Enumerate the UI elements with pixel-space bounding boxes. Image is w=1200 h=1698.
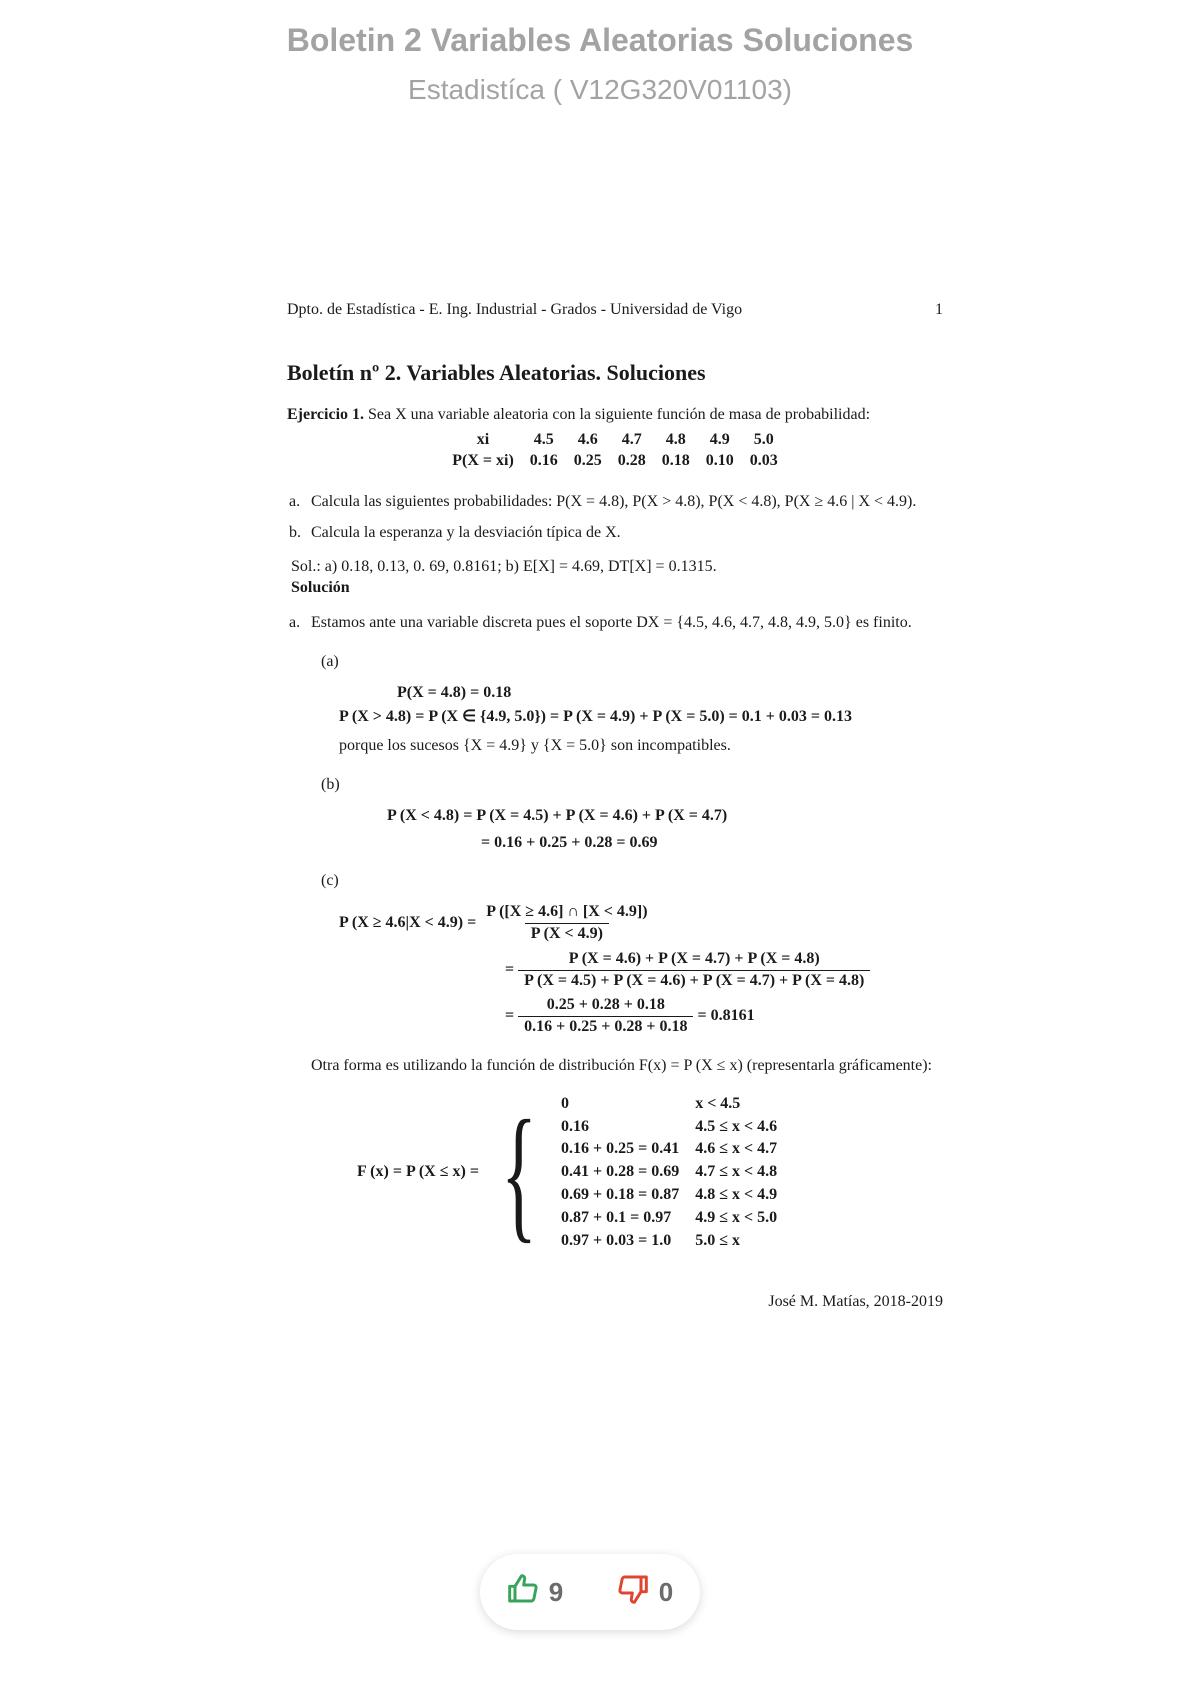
vote-bar (480, 1554, 700, 1630)
part-b-label: (b) (321, 775, 340, 793)
table-header-prob: P(X = xi) (452, 451, 514, 469)
course-subtitle: Estadistíca ( V12G320V01103) (408, 74, 792, 105)
part-c-result: = 0.8161 (697, 1007, 755, 1025)
exercise-text: Sea X una variable aleatoria con la siguiente función de masa de probabilidad: (368, 406, 871, 424)
table-row (559, 1207, 791, 1230)
cdf-value: 0.41 + 0.28 = 0.69 (560, 1163, 680, 1181)
table-row (559, 1230, 791, 1253)
fraction-denominator: 0.16 + 0.25 + 0.28 + 0.18 (518, 1016, 693, 1038)
cdf-condition: 4.6 ≤ x < 4.7 (695, 1140, 778, 1158)
part-a-line-2: P (X > 4.8) = P (X ∈ {4.9, 5.0}) = P (X = 4.9) + P (X = 5.0) = 0.1 + 0.03 = 0.13 (339, 708, 853, 726)
fraction (480, 902, 653, 945)
upvote-button[interactable] (507, 1573, 563, 1612)
part-a-equations (287, 683, 943, 729)
part-c-line-3 (505, 995, 943, 1038)
fraction (518, 949, 870, 992)
table-row (559, 1116, 791, 1139)
table-cell: 0.03 (749, 451, 778, 469)
exercise-statement (287, 405, 943, 426)
part-c-lhs: P (X ≥ 4.6|X < 4.9) = (339, 914, 477, 932)
cdf-intro: Otra forma es utilizando la función de distribución F(x) = P (X ≤ x) (representarla gráficamente): (311, 1056, 932, 1074)
running-header (287, 300, 943, 321)
upvote-count: 9 (548, 1576, 564, 1607)
fraction-numerator: P (X = 4.6) + P (X = 4.7) + P (X = 4.8) (568, 949, 820, 967)
cdf-lhs: F (x) = P (X ≤ x) = (357, 1163, 479, 1181)
question-b (287, 523, 943, 544)
question-b-label: b. (289, 523, 301, 541)
exercise-label: Ejercicio 1. (287, 406, 365, 424)
table-cell: 4.6 (577, 431, 598, 449)
table-cell: 4.8 (665, 431, 686, 449)
table-row (559, 1184, 791, 1207)
cdf-condition: 4.9 ≤ x < 5.0 (695, 1208, 778, 1226)
thumbs-down-icon (617, 1573, 649, 1612)
table-cell: 4.9 (709, 431, 730, 449)
part-b-line-2: = 0.16 + 0.25 + 0.28 = 0.69 (481, 833, 658, 851)
table-header-xi: xi (476, 431, 490, 449)
cdf-value: 0.87 + 0.1 = 0.97 (560, 1208, 672, 1226)
part-c-line-1 (339, 902, 943, 945)
downvote-button[interactable] (617, 1573, 673, 1612)
cdf-condition: 4.7 ≤ x < 4.8 (695, 1163, 778, 1181)
part-a-note: porque los sucesos {X = 4.9} y {X = 5.0} son incompatibles. (339, 737, 731, 755)
table-row (559, 1138, 791, 1161)
table-cell: 0.10 (705, 451, 734, 469)
part-c-equations (287, 902, 943, 1038)
document-title: Boletin 2 Variables Aleatorias Soluciones (286, 22, 914, 58)
solution-item-label: a. (289, 613, 301, 631)
solution-item-text: Estamos ante una variable discreta pues el soporte DX = {4.5, 4.6, 4.7, 4.8, 4.9, 5.0} es finito. (311, 613, 912, 631)
table-cell: 0.25 (573, 451, 602, 469)
part-c-label: (c) (321, 872, 339, 890)
table-row (444, 451, 786, 472)
question-a-text: Calcula las siguientes probabilidades: P(X = 4.8), P(X > 4.8), P(X < 4.8), P(X ≥ 4.6 | X < 4.9). (311, 492, 917, 510)
table-cell: 4.5 (533, 431, 554, 449)
question-a (287, 492, 943, 513)
equals-sign: = (505, 1007, 515, 1025)
page-number: 1 (935, 301, 943, 318)
table-cell: 0.16 (529, 451, 558, 469)
cdf-value: 0.69 + 0.18 = 0.87 (560, 1185, 680, 1203)
cdf-value: 0.16 (560, 1117, 589, 1135)
running-header-text: Dpto. de Estadística - E. Ing. Industrial - Grados - Universidad de Vigo (287, 301, 743, 318)
fraction (518, 995, 693, 1038)
cdf-condition: 4.5 ≤ x < 4.6 (695, 1117, 778, 1135)
question-b-text: Calcula la esperanza y la desviación típica de X. (311, 523, 621, 541)
table-cell: 0.18 (661, 451, 690, 469)
cdf-value: 0.16 + 0.25 = 0.41 (560, 1140, 680, 1158)
table-cell: 4.7 (621, 431, 642, 449)
part-b-line-1: P (X < 4.8) = P (X = 4.5) + P (X = 4.6) + P (X = 4.7) (387, 806, 728, 824)
document-page (287, 300, 943, 1313)
table-cell: 5.0 (753, 431, 774, 449)
bulletin-title: Boletín nº 2. Variables Aleatorias. Soluciones (287, 359, 706, 385)
probability-mass-table (444, 430, 786, 472)
fraction-numerator: P ([X ≥ 4.6] ∩ [X < 4.9]) (486, 903, 648, 921)
table-cell: 0.28 (617, 451, 646, 469)
cdf-condition: 4.8 ≤ x < 4.9 (695, 1185, 778, 1203)
fraction-denominator: P (X = 4.5) + P (X = 4.6) + P (X = 4.7) + P (X = 4.8) (518, 970, 870, 992)
question-a-label: a. (289, 492, 301, 510)
downvote-count: 0 (658, 1576, 674, 1607)
part-b-equations (287, 806, 943, 854)
cdf-condition: 5.0 ≤ x (695, 1231, 740, 1249)
solution-heading: Solución (291, 579, 350, 597)
part-a-label: (a) (321, 652, 339, 670)
solution-summary: Sol.: a) 0.18, 0.13, 0. 69, 0.8161; b) E[X] = 4.69, DT[X] = 0.1315. (291, 558, 717, 576)
solution-item-a (287, 613, 943, 634)
author-signature: José M. Matías, 2018-2019 (768, 1293, 943, 1311)
equals-sign: = (505, 960, 515, 978)
cdf-condition: x < 4.5 (695, 1094, 741, 1112)
cdf-value: 0.97 + 0.03 = 1.0 (560, 1231, 672, 1249)
left-brace-icon: { (500, 1089, 537, 1256)
cdf-cases-table (559, 1093, 791, 1253)
cdf-value: 0 (560, 1094, 569, 1112)
part-a-line-1: P(X = 4.8) = 0.18 (397, 683, 512, 701)
fraction-numerator: 0.25 + 0.28 + 0.18 (546, 996, 665, 1014)
table-row (559, 1161, 791, 1184)
fraction-denominator: P (X < 4.9) (525, 923, 609, 945)
part-c-line-2 (505, 949, 943, 992)
table-row (559, 1093, 791, 1116)
cdf-definition (357, 1089, 943, 1256)
table-row (444, 430, 786, 451)
thumbs-up-icon (507, 1573, 539, 1612)
